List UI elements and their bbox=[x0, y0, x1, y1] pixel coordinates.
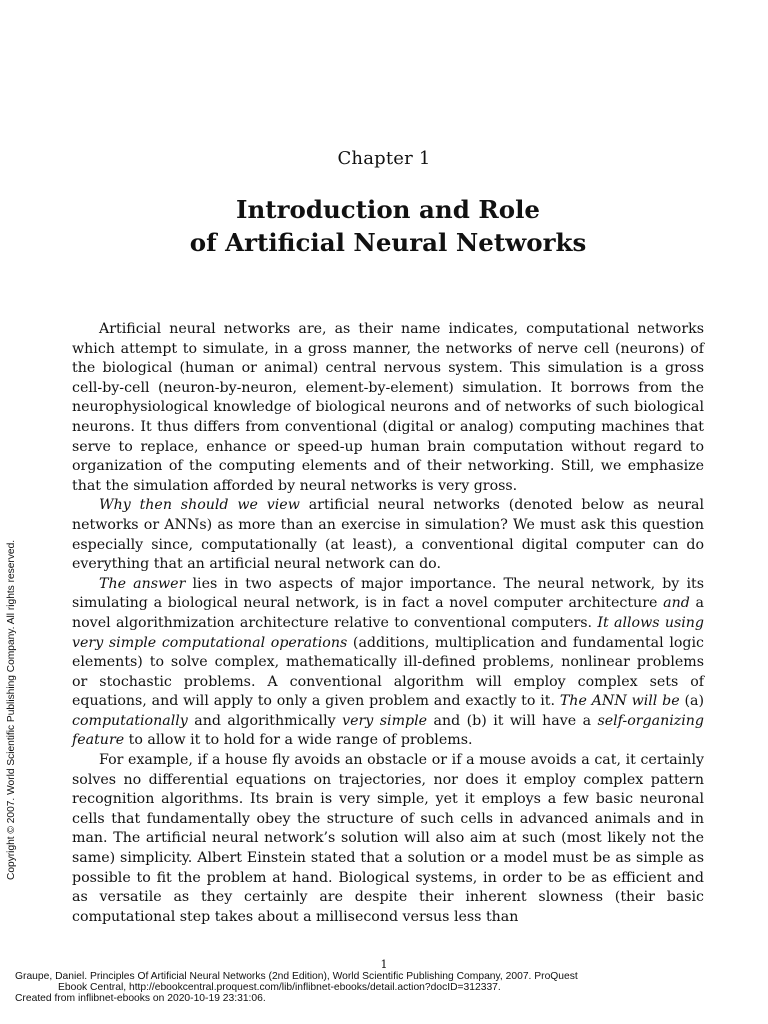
text-run: and (b) it will have a bbox=[427, 712, 598, 729]
paragraph bbox=[72, 320, 704, 496]
emphasized-text: very simple bbox=[342, 712, 428, 729]
text-run: (additions, multiplication and fundamental logic elements) to solve complex, mathematically ill-defined problems, nonlinear problems or stochastic problems. A conventional algorithm will employ complex sets of equations, and will apply to only a given problem and exactly to it. bbox=[72, 634, 704, 710]
chapter-title-line-2: of Artificial Neural Networks bbox=[189, 228, 587, 257]
footer-line-3: Created from inflibnet-ebooks on 2020-10-19 23:31:06. bbox=[15, 993, 266, 1005]
emphasized-text: computationally bbox=[72, 712, 188, 729]
paragraph bbox=[72, 575, 704, 751]
chapter-title-line-1: Introduction and Role bbox=[236, 195, 540, 224]
chapter-label: Chapter 1 bbox=[337, 148, 431, 169]
emphasized-text: It allows using very simple computational operations bbox=[72, 614, 704, 651]
footer-line-2: Ebook Central, http://ebookcentral.proquest.com/lib/inflibnet-ebooks/detail.action?docID=312337. bbox=[58, 982, 501, 994]
text-run: lies in two aspects of major importance. The neural network, by its simulating a biological neural network, is in fact a novel computer architecture bbox=[72, 575, 704, 612]
text-run: (a) bbox=[679, 693, 704, 710]
emphasized-text: The answer bbox=[99, 575, 186, 592]
text-run: artificial neural networks (denoted below as neural networks or ANNs) as more than an exercise in simulation? We must ask this question especially since, computationally (at least), a conventional digital computer can do everything that an artificial neural network can do. bbox=[72, 497, 705, 573]
text-run: For example, if a house fly avoids an obstacle or if a mouse avoids a cat, it certainly solves no differential equations on trajectories, nor does it employ complex pattern recognition algorithms. Its brain is very simple, yet it employs a few basic neuronal cells that fundamentally obey the structure of such cells in advanced animals and in man. The artificial neural network’s solution will also aim at such (most likely not the same) simplicity. Albert Einstein stated that a solution or a model must be as simple as possible to fit the problem at hand. Biological systems, in order to be as efficient and as versatile as they certainly are despite their inherent slowness (their basic computational step takes about a millisecond versus less than bbox=[72, 752, 704, 925]
copyright-sidebar: Copyright © 2007. World Scientific Publishing Company. All rights reserved. bbox=[6, 539, 17, 880]
emphasized-text: self-organizing feature bbox=[72, 712, 704, 749]
emphasized-text: The ANN will be bbox=[559, 693, 680, 710]
emphasized-text: and bbox=[663, 595, 690, 612]
page-number: 1 bbox=[380, 958, 388, 971]
paragraph bbox=[72, 751, 704, 927]
footer-line-1: Graupe, Daniel. Principles Of Artificial Neural Networks (2nd Edition), World Scientific Publishing Company, 2007. ProQuest bbox=[15, 971, 578, 982]
text-run: and algorithmically bbox=[187, 712, 343, 729]
emphasized-text: Why then should we view bbox=[99, 497, 300, 514]
citation-footer bbox=[15, 971, 755, 1005]
text-run: a novel algorithmization architecture relative to conventional computers. bbox=[72, 595, 704, 631]
chapter-title bbox=[0, 193, 768, 259]
paragraph bbox=[72, 496, 704, 574]
body-text bbox=[72, 320, 704, 927]
text-run: Artificial neural networks are, as their name indicates, computational networks which attempt to simulate, in a gross manner, the networks of nerve cell (neurons) of the biological (human or animal) central nervous system. This simulation is a gross cell-by-cell (neuron-by-neuron, element-by-element) simulation. It borrows from the neurophysiological knowledge of biological neurons and of networks of such biological neurons. It thus differs from conventional (digital or analog) computing machines that serve to replace, enhance or speed-up human brain computation without regard to organization of the computing elements and of their networking. Still, we emphasize that the simulation afforded by neural networks is very gross. bbox=[72, 321, 704, 494]
text-run: to allow it to hold for a wide range of problems. bbox=[124, 732, 473, 749]
